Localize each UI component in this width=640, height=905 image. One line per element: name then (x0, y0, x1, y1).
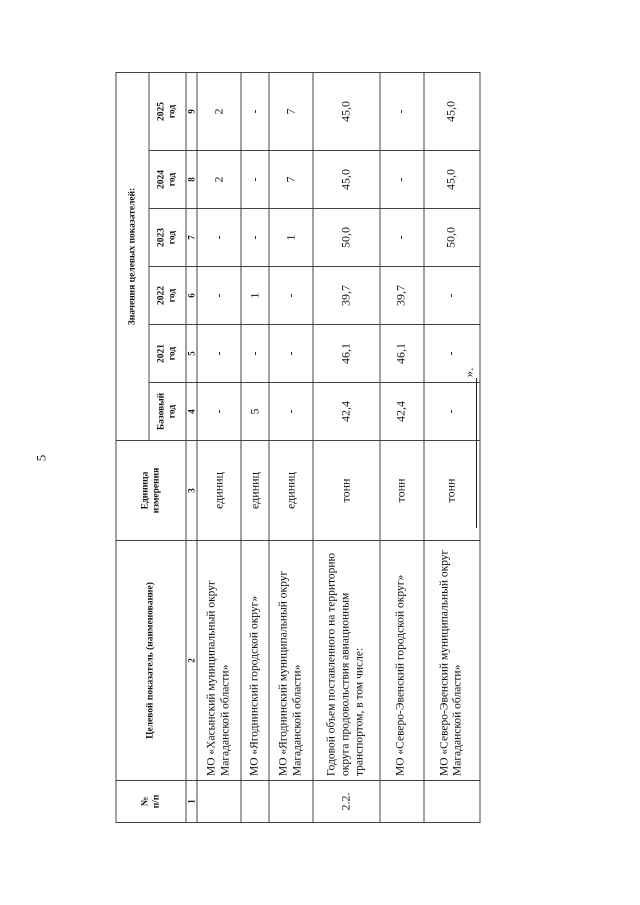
row-unit: единиц (269, 441, 313, 541)
column-number: 3 (186, 441, 197, 541)
row-value: - (241, 325, 269, 383)
table-row (269, 72, 313, 822)
page-number: 5 (33, 454, 49, 462)
row-value: - (269, 383, 313, 441)
row-value: 39,7 (313, 267, 380, 325)
row-value: 7 (269, 151, 313, 209)
row-unit: тонн (424, 441, 480, 541)
row-num (380, 781, 424, 823)
table-row (197, 72, 241, 822)
column-number: 4 (186, 383, 197, 441)
column-number: 8 (186, 151, 197, 209)
closing-line (463, 358, 477, 538)
header-num: № п/п (116, 781, 186, 823)
row-num (197, 781, 241, 823)
row-num (424, 781, 480, 823)
closing-quote-mark: ». (461, 367, 476, 378)
row-indicator-name: МО «Северо-Эвенский городской округ» (380, 541, 424, 781)
row-unit: тонн (313, 441, 380, 541)
row-value: - (241, 72, 269, 150)
row-value: 1 (269, 209, 313, 267)
header-values-group: Значения целевых показателей: (116, 72, 149, 440)
header-indicator: Целевой показатель (наименование) (116, 541, 186, 781)
row-num (269, 781, 313, 823)
row-value: - (269, 267, 313, 325)
row-value: - (197, 383, 241, 441)
row-value: 42,4 (313, 383, 380, 441)
row-value: - (197, 267, 241, 325)
row-value: 45,0 (424, 72, 480, 150)
row-unit: единиц (197, 441, 241, 541)
row-value: - (241, 151, 269, 209)
target-indicators-table (116, 72, 481, 823)
column-number: 1 (186, 781, 197, 823)
row-value: 50,0 (424, 209, 480, 267)
row-value: 39,7 (380, 267, 424, 325)
row-indicator-name: МО «Хасынский муниципальный округ Магаданской области» (197, 541, 241, 781)
row-value: - (424, 383, 480, 441)
header-year: 2023 год (149, 209, 186, 267)
row-value: - (197, 325, 241, 383)
closing-underline (466, 378, 477, 528)
row-value: 5 (241, 383, 269, 441)
header-year: 2025 год (149, 72, 186, 150)
row-value: 45,0 (313, 72, 380, 150)
header-year: 2024 год (149, 151, 186, 209)
row-value: 45,0 (424, 151, 480, 209)
row-value: 50,0 (313, 209, 380, 267)
target-indicators-table-wrapper (116, 73, 481, 823)
row-indicator-name: Годовой объем поставленного на территорию округа продовольствия авиационным транспортом, в том числе: (313, 541, 380, 781)
row-value: - (269, 325, 313, 383)
column-number: 9 (186, 72, 197, 150)
row-value: 1 (241, 267, 269, 325)
row-indicator-name: МО «Ягоднинский городской округ» (241, 541, 269, 781)
table-row (313, 72, 380, 822)
row-num (241, 781, 269, 823)
row-value: 42,4 (380, 383, 424, 441)
row-unit: единиц (241, 441, 269, 541)
header-year: 2022 год (149, 267, 186, 325)
row-value: 45,0 (313, 151, 380, 209)
column-number: 5 (186, 325, 197, 383)
row-value: - (380, 72, 424, 150)
row-value: - (424, 267, 480, 325)
column-number-row (186, 72, 197, 822)
column-number: 7 (186, 209, 197, 267)
table-row (241, 72, 269, 822)
row-value: - (424, 325, 480, 383)
row-num: 2.2. (313, 781, 380, 823)
row-value: - (197, 209, 241, 267)
row-value: 2 (197, 72, 241, 150)
row-value: - (241, 209, 269, 267)
column-number: 6 (186, 267, 197, 325)
row-value: 7 (269, 72, 313, 150)
row-value: - (380, 209, 424, 267)
row-value: 46,1 (313, 325, 380, 383)
row-value: 2 (197, 151, 241, 209)
header-year: 2021 год (149, 325, 186, 383)
row-value: 46,1 (380, 325, 424, 383)
row-value: - (380, 151, 424, 209)
header-unit: Единица измерения (116, 441, 186, 541)
row-indicator-name: МО «Ягоднинский муниципальный округ Магаданской области» (269, 541, 313, 781)
row-unit: тонн (380, 441, 424, 541)
header-year: Базовый год (149, 383, 186, 441)
table-row (380, 72, 424, 822)
column-number: 2 (186, 541, 197, 781)
row-indicator-name: МО «Северо-Эвенский муниципальный округ Магаданской области» (424, 541, 480, 781)
